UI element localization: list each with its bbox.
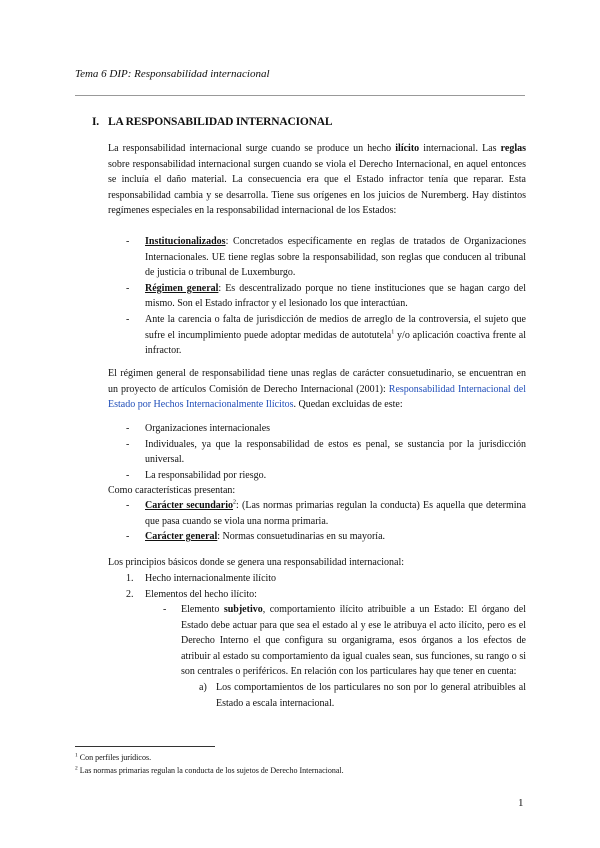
intro-paragraph (108, 141, 526, 219)
text-run: . Quedan excluidas de este: (293, 399, 403, 411)
list-text: Los comportamientos de los particulares no son por lo general atribuibles al Estado a escala internacional. (216, 681, 526, 709)
footnote-number: 2 (75, 765, 78, 772)
characteristics-intro: Como características presentan: (108, 485, 236, 496)
list-text: : Es descentralizado porque no tiene instituciones que se hagan cargo del mismo. Son el Estado infractor y el lesionado los que interactúan. (145, 282, 526, 310)
running-header: Tema 6 DIP: Responsabilidad internacional (75, 68, 270, 80)
list-number: 2. (126, 588, 134, 600)
list-term: Régimen general (145, 282, 219, 294)
section-heading (92, 116, 332, 128)
list-term: Carácter general (145, 531, 218, 543)
bold-term: subjetivo (223, 604, 263, 615)
list-item (108, 281, 526, 312)
list-item (108, 498, 526, 529)
header-divider (75, 95, 525, 96)
text-run: sobre responsabilidad internacional surgen cuando se viola el Derecho Internacional, en aquel entonces se incluía el daño material. La consecuencia era que el Estado infractor tenía que reparar. Esta responsabilidad cambia y se desarrolla. Tiene sus orígenes en los juicios de Nuremberg. Hay distintos regímenes especiales en la responsabilidad internacional de los Estados: (108, 158, 526, 217)
list-item (108, 571, 526, 587)
list-text: : Normas consuetudinarias en su mayoría. (217, 531, 386, 543)
footnote-text: Con perfiles jurídicos. (77, 753, 152, 762)
text-run: Elemento (181, 604, 224, 615)
list-item: - La responsabilidad por riesgo. (108, 468, 526, 484)
footnote (75, 764, 525, 777)
list-text: Hecho internacionalmente ilícito (145, 573, 277, 584)
exclusions-list (108, 421, 526, 483)
bold-term: reglas (500, 143, 526, 154)
principles-list (108, 571, 526, 602)
list-text: y/o aplicación coactiva frente al infractor. (145, 329, 526, 357)
list-item (108, 587, 526, 603)
text-run: , comportamiento ilícito atribuible a un Estado: El órgano del Estado debe actuar para que sea el estado al y ese le atribuya el acto ilícito, pero es el Derecho Interno el que configura su organigrama, esos órganos a los efectos de atribuir al estado su comportamiento da igual cuales sean, sus funciones, su rango o si son centrales o periféricos. En relación con los particulares hay que tener en cuenta: (181, 604, 527, 678)
characteristics-list (108, 498, 526, 545)
list-term: Carácter secundario (145, 500, 234, 511)
footnote-divider (75, 746, 215, 747)
section-title: LA RESPONSABILIDAD INTERNACIONAL (108, 116, 333, 128)
list-item: - Organizaciones internacionales (108, 421, 526, 437)
document-link[interactable]: Responsabilidad Internacional del Estado por Hechos Internacionalmente Ilícitos (108, 383, 526, 411)
subjective-element-block (108, 602, 526, 711)
text-run: El régimen general de responsabilidad tiene unas reglas de carácter consuetudinario, se encuentran en un proyecto de artículos Comisión de Derecho Internacional (2001): (108, 368, 526, 395)
principles-intro: Los principios básicos donde se genera una responsabilidad internacional: (108, 557, 405, 568)
text-run: La responsabilidad internacional surge cuando se produce un hecho (108, 143, 396, 154)
list-item (108, 312, 526, 359)
sub-list-item (108, 680, 526, 711)
footnotes (75, 751, 525, 777)
list-text: : (Las normas primarias regulan la conducta) Es aquella que determina que pasa cuando se viola una norma primaria. (145, 500, 526, 527)
list-term: Institucionalizados (145, 236, 226, 247)
regimes-list (108, 234, 526, 359)
list-text: Ante la carencia o falta de jurisdicción de medios de arreglo de la controversia, el sujeto que sufre el incumplimiento puede adoptar medidas de autotutela (145, 313, 526, 341)
footnote-number: 1 (75, 752, 78, 759)
page-number: 1 (518, 797, 524, 809)
list-text: Elementos del hecho ilícito: (145, 588, 257, 600)
nested-list-item: - Elemento subjetivo, comportamiento ilícito atribuible a un Estado: El órgano del Estado debe actuar para que sea el estado al y ese le atribuya el acto ilícito, pero es el Derecho Interno el que configura su organigrama, esos órganos a los efectos de atribuir al estado su comportamiento da igual cuales sean, sus funciones, su rango o si son centrales o periféricos. En relación con los particulares hay que tener en cuenta: (163, 604, 527, 678)
bold-term: ilícito (395, 143, 420, 154)
list-marker: a) (199, 681, 207, 693)
list-item: - Individuales, ya que la responsabilidad de estos es penal, se sustancia por la jurisdicción universal. (108, 437, 526, 468)
list-number: 1. (126, 573, 134, 584)
list-item (108, 234, 526, 281)
footnote-reference[interactable]: 1 (391, 329, 395, 336)
section-number: I. (92, 116, 99, 128)
general-regime-paragraph (108, 366, 526, 413)
text-run: internacional. Las (419, 143, 501, 154)
footnote-text: Las normas primarias regulan la conducta de los sujetos de Derecho Internacional. (77, 766, 344, 775)
list-text: : Concretados específicamente en reglas de tratados de Organizaciones Internacionales. UE tiene reglas sobre la responsabilidad, son reglas que conducen al tribunal de justicia o tribunal de Luxemburgo. (145, 236, 526, 279)
list-item (108, 529, 526, 545)
footnote-reference[interactable]: 2 (233, 499, 237, 506)
footnote (75, 751, 525, 764)
